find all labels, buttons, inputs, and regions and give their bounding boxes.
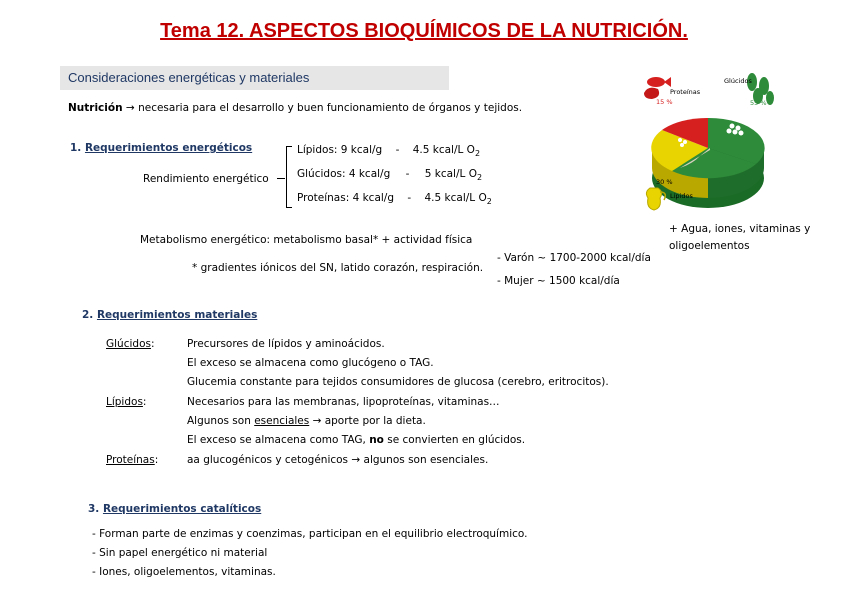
pct-lipidos: 30 %	[656, 178, 673, 186]
proteinas-line: aa glucogénicos y cetogénicos → algunos son esenciales.	[187, 454, 489, 466]
label-proteinas: Proteínas	[670, 88, 701, 96]
varon-text: - Varón ~ 1700-2000 kcal/día	[497, 252, 651, 264]
energy-name: Proteínas: 4 kcal/g	[297, 192, 395, 204]
energy-name: Glúcidos: 4 kcal/g	[297, 168, 391, 180]
nutrient-pie-illustration	[640, 68, 780, 218]
req3-title: Requerimientos catalíticos	[102, 503, 262, 515]
glucidos-line-3: Glucemia constante para tejidos consumidores de glucosa (cerebro, eritrocitos).	[187, 376, 609, 388]
rendimiento-label: Rendimiento energético	[143, 173, 269, 185]
energy-name: Lípidos: 9 kcal/g	[297, 144, 383, 156]
lipidos-line-1: Necesarios para las membranas, lipoproteínas, vitaminas…	[187, 396, 500, 408]
pct-proteinas: 15 %	[656, 98, 673, 106]
energy-sep: -	[395, 144, 400, 156]
section-title: Consideraciones energéticas y materiales	[68, 70, 310, 85]
label-lipidos: Lípidos	[670, 192, 693, 200]
nutricion-line	[68, 102, 522, 114]
label-glucidos: Glúcidos	[724, 77, 752, 85]
energy-value: 4.5 kcal/L O	[412, 144, 475, 156]
page-title: Tema 12. ASPECTOS BIOQUÍMICOS DE LA NUTRICIÓN.	[160, 20, 688, 42]
proteinas-label: Proteínas:	[106, 454, 159, 466]
req3-header	[88, 503, 261, 515]
energy-sub: 2	[474, 149, 481, 159]
energy-row-lipidos	[297, 144, 480, 158]
req2-title: Requerimientos materiales	[96, 309, 258, 321]
nutricion-term: Nutrición	[68, 102, 123, 114]
mujer-text: - Mujer ~ 1500 kcal/día	[497, 275, 620, 287]
pct-glucidos: 55 %	[750, 99, 767, 107]
energy-sep: -	[405, 168, 410, 180]
fish-icon	[647, 77, 671, 87]
arrow-icon: →	[125, 102, 135, 114]
energy-sub: 2	[476, 173, 483, 183]
req1-title: Requerimientos energéticos	[84, 142, 253, 154]
req2-number: 2.	[82, 309, 94, 321]
agua-line1: + Agua, iones, vitaminas y	[669, 223, 811, 235]
lipidos-line-3: El exceso se almacena como TAG, no se convierten en glúcidos.	[187, 434, 526, 446]
energy-value: 5 kcal/L O	[424, 168, 477, 180]
req3-line-3: - Iones, oligoelementos, vitaminas.	[92, 566, 276, 578]
energy-row-glucidos	[297, 168, 482, 182]
req3-number: 3.	[88, 503, 100, 515]
brace-tick	[277, 178, 285, 179]
gradientes-text: * gradientes iónicos del SN, latido corazón, respiración.	[192, 262, 484, 274]
nutricion-text: necesaria para el desarrollo y buen funcionamiento de órganos y tejidos.	[138, 102, 523, 114]
req1-header	[70, 142, 252, 154]
glucidos-line-2: El exceso se almacena como glucógeno o TAG.	[187, 357, 434, 369]
brace-bottom	[286, 207, 292, 208]
energy-row-proteinas	[297, 192, 492, 206]
energy-value: 4.5 kcal/L O	[424, 192, 487, 204]
section-header	[60, 66, 449, 90]
energy-sep: -	[407, 192, 412, 204]
req3-line-2: - Sin papel energético ni material	[92, 547, 268, 559]
req3-line-1: - Forman parte de enzimas y coenzimas, participan en el equilibrio electroquímico.	[92, 528, 528, 540]
energy-sub: 2	[486, 197, 492, 207]
brace-top	[286, 146, 292, 147]
lipidos-label: Lípidos:	[106, 396, 147, 408]
req1-number: 1.	[70, 142, 82, 154]
lipidos-line-2: Algunos son esenciales → aporte por la dieta.	[187, 415, 426, 427]
req2-header	[82, 309, 257, 321]
brace	[286, 146, 287, 208]
glucidos-label: Glúcidos:	[106, 338, 155, 350]
metabolismo-text: Metabolismo energético: metabolismo basal* + actividad física	[140, 234, 473, 246]
agua-line2: oligoelementos	[669, 240, 750, 252]
glucidos-line-1: Precursores de lípidos y aminoácidos.	[187, 338, 385, 350]
